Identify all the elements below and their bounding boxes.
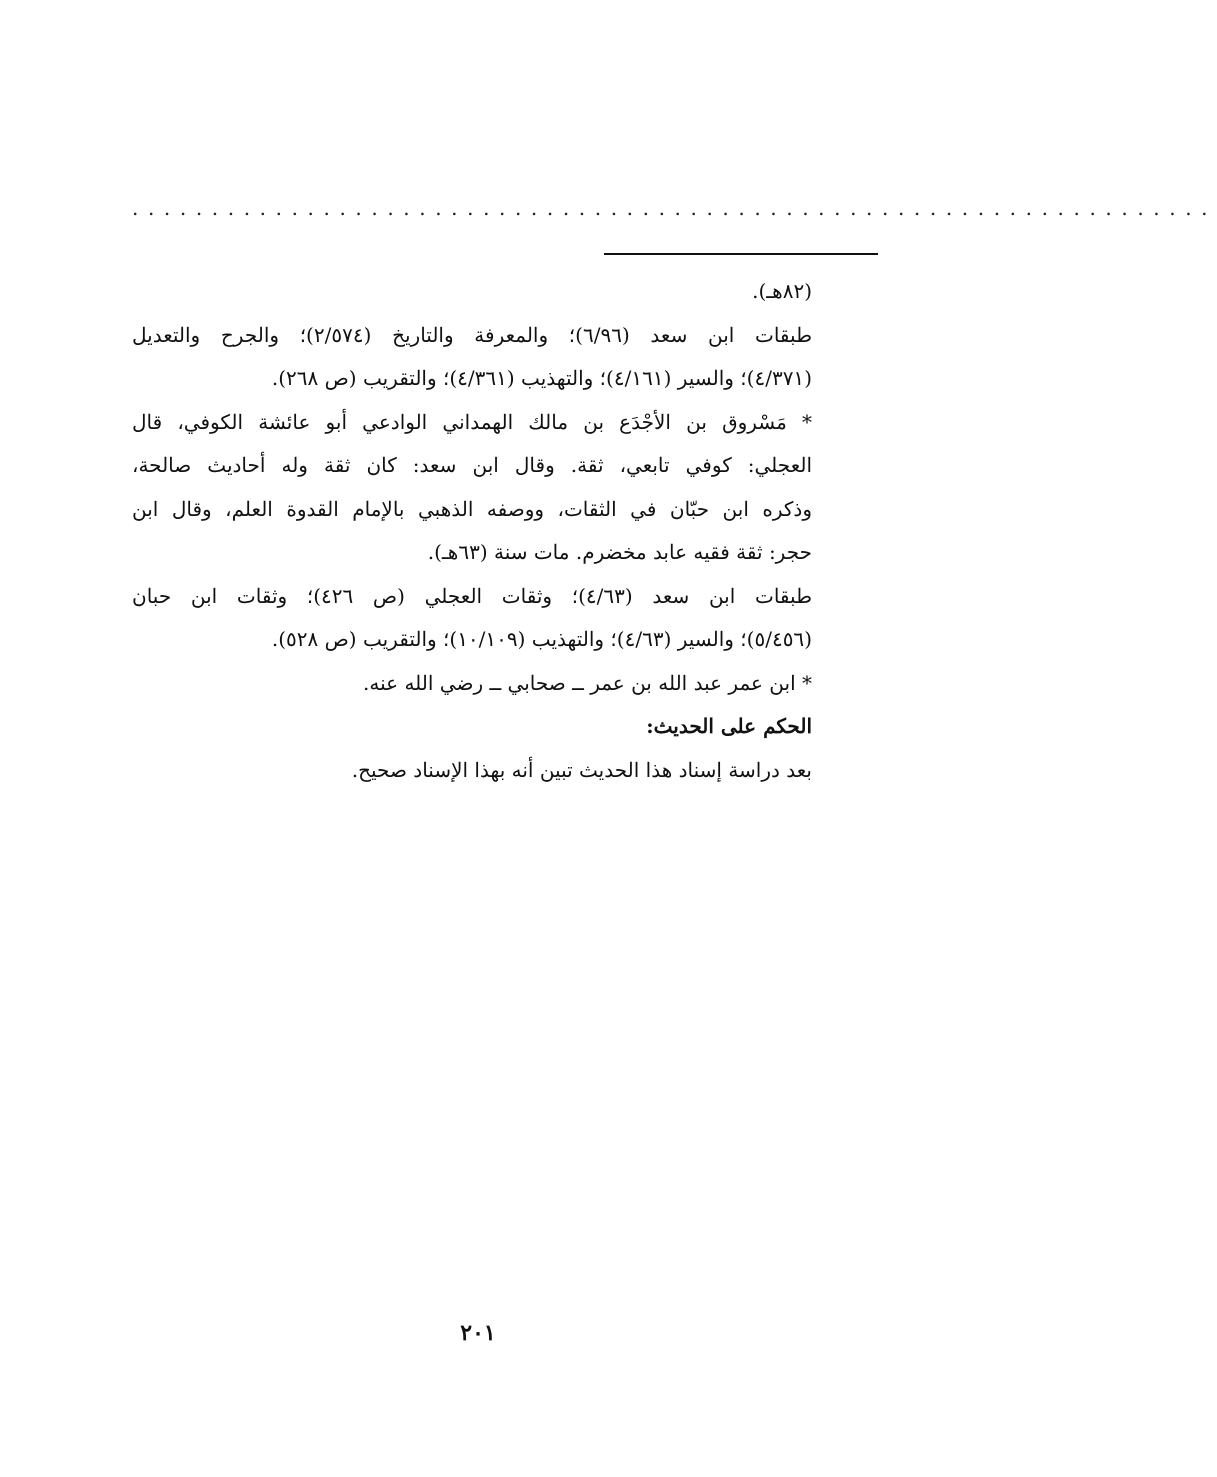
- footnote-line-masruq-3: وذكره ابن حبّان في الثقات، ووصفه الذهبي بالإمام القدوة العلم، وقال ابن: [132, 496, 812, 521]
- footnote-line-sources-1a: طبقات ابن سعد (٦/٩٦)؛ والمعرفة والتاريخ (٢/٥٧٤)؛ والجرح والتعديل: [132, 322, 813, 347]
- footnote-line-sources-2a: طبقات ابن سعد (٤/٦٣)؛ وثقات العجلي (ص ٤٢٦)؛ وثقات ابن حبان: [132, 583, 812, 608]
- footnotes-block: [132, 270, 812, 792]
- hadith-ruling-heading: الحكم على الحديث:: [646, 714, 812, 738]
- page-number: ٢٠١: [460, 1320, 496, 1346]
- dotted-separator: ....................................................................: [132, 196, 1217, 220]
- footnote-line-masruq-1: * مَسْروق بن الأجْدَع بن مالك الهمداني الوادعي أبو عائشة الكوفي، قال: [132, 409, 812, 434]
- footnote-rule: [604, 253, 878, 255]
- footnote-line-sources-1b: (٤/٣٧١)؛ والسير (٤/١٦١)؛ والتهذيب (٤/٣٦١)؛ والتقريب (ص ٢٦٨).: [271, 366, 812, 390]
- footnote-line-death-year: (٨٢هـ).: [752, 279, 812, 303]
- hadith-ruling-text: بعد دراسة إسناد هذا الحديث تبين أنه بهذا الإسناد صحيح.: [351, 757, 812, 782]
- footnote-line-sources-2b: (٥/٤٥٦)؛ والسير (٤/٦٣)؛ والتهذيب (١٠/١٠٩)؛ والتقريب (ص ٥٢٨).: [271, 627, 812, 651]
- footnote-line-masruq-4: حجر: ثقة فقيه عابد مخضرم. مات سنة (٦٣هـ).: [427, 540, 812, 564]
- footnote-line-ibn-umar: * ابن عمر عبد الله بن عمر ــ صحابي ــ رضي الله عنه.: [363, 670, 812, 695]
- footnote-line-masruq-2: العجلي: كوفي تابعي، ثقة. وقال ابن سعد: كان ثقة وله أحاديث صالحة،: [132, 453, 812, 477]
